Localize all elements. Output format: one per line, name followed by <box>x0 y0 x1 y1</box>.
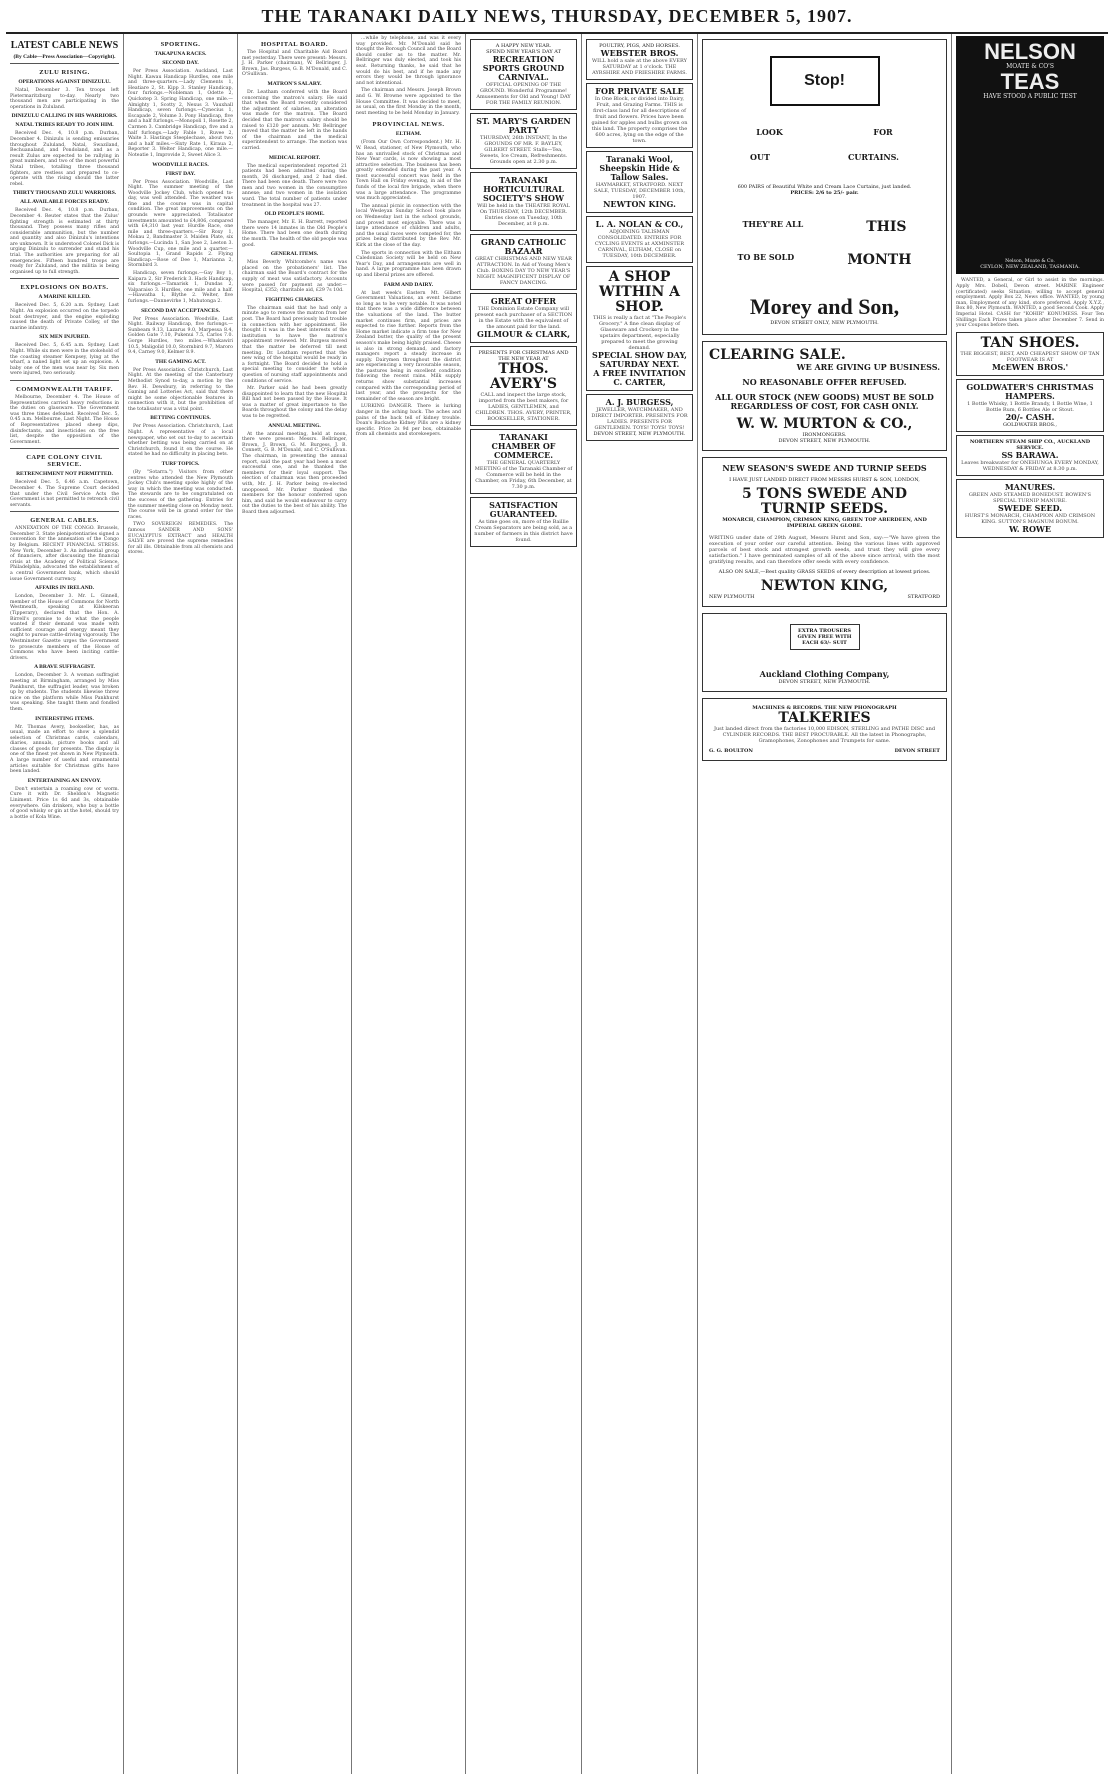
ad-text: OFFICIAL OPENING OF THE GROUND. Wonderful Programme! Amusements for Old and Young! DAY FOR THE FAMILY REUNION. <box>476 82 571 106</box>
headline: A BRAVE SUFFRAGIST. <box>34 664 95 671</box>
ad-line: MOATE & CO'S <box>1006 63 1054 70</box>
ad-title: GRAND CATHOLIC BAZAAR <box>480 237 567 256</box>
ad-title: TEAS <box>1000 68 1060 94</box>
ad-line: PRICES: 2/6 to 25/- pair. <box>790 190 859 196</box>
ad-title: ST. MARY'S GARDEN PARTY <box>476 116 571 135</box>
column-display-ads <box>698 34 952 1774</box>
ad-title: SPECIAL SHOW DAY, SATURDAY NEXT. <box>592 350 687 369</box>
article-text: LURKING DANGER. There is lurking danger in the aching back. The aches and pains of the back tell of kidney trouble. Doan's Backache Kidney Pills are a kidney specific. Price 2s 9d per box, obtainable from all chemists and storekeepers. <box>356 404 461 438</box>
article-text: ...while by telephone, and was it every way provided. Mr. M'Donald said he thought the Borough Council and the Board should confer as to the matter. Mr. Bellringer was duly elected, and took his seat. Returning thanks, he said that he would do his best, and if he made any errors they would be through ignorance and not intentional. <box>356 36 461 86</box>
headline: A MARINE KILLED. <box>38 294 91 301</box>
ad-line: CEYLON, NEW ZEALAND, TASMANIA. <box>980 263 1080 270</box>
garden-party-ad <box>470 113 577 169</box>
ad-text: 1 Bottle Whisky, 1 Bottle Brandy, 1 Bottle Wine, 1 Bottle Rum, 6 Bottles Ale or Stout. <box>967 400 1093 413</box>
column-provincial-news <box>352 34 466 1774</box>
ad-title: W. W. MURTON & CO., <box>736 416 913 432</box>
sporting-heading: SPORTING. <box>160 41 201 48</box>
ad-word: TO BE SOLD <box>737 252 795 262</box>
curtains-ad <box>702 39 947 335</box>
article-text: Melbourne, December 4. The House of Representatives carried heavy reductions in the duties on glassware. The Government was three times defeated. Received Dec. 5, 0.45 a.m. Melbourne, Last Night. The House of Representatives placed sheep dips, disinfectants, and insecticides on the free list, despite the opposition of the Government. <box>10 394 119 445</box>
headline: AFFAIRS IN IRELAND. <box>34 585 95 592</box>
ad-line: MONARCH, CHAMPION, CRIMSON KING, GREEN TOP ABERDEEN, AND IMPERIAL GREEN GLOBE. <box>722 517 927 529</box>
article-text: (By "Sotarra.") Visitors from other centres who attended the New Plymouth Jockey Club's meeting spoke highly of the way in which the meeting was conducted. The stewards are to be congratulated on the success of the gathering. Entries for the summer meeting close on Monday next. The course will be in grand order for the races. <box>128 470 233 520</box>
ad-line: I HAVE JUST LANDED DIRECT FROM MESSRS HURST & SON, LONDON, <box>729 477 920 483</box>
headline: WOODVILLE RACES. <box>152 161 209 168</box>
ad-text: As time goes on, more of the Baillie Cream Separators are being sold, as a number of farmers in this district have found. <box>474 519 573 543</box>
article-text: The medical superintendent reported 21 patients had been admitted during the month, 26 discharged, and 2 had died. There had been one death. There were two men and two women in the consumptive annexe; and two women in the isolation ward. The total number of patients under treatment in the hospital was 27. <box>242 163 347 208</box>
ad-text: THE GENERAL QUARTERLY MEETING of the Taranaki Chamber of Commerce will be held in the Chamber, on Friday, 6th December, at 7.30 p.m. <box>474 460 573 490</box>
ad-title: THOS. AVERY'S <box>490 361 557 392</box>
ad-word: MONTH <box>847 252 912 268</box>
ad-title: NELSON <box>984 39 1076 64</box>
article-text: London, December 3. Mr. L. Ginnell, member of the House of Commons for North Westmeath, speaking at Kilskeeran (Tipperary), declared that the Hon. A. Birrell's promise to do what the people wanted if their demand was made with sufficient courage and energy meant they ought to pursue cattle-driving vigorously. The Westminster Gazette urges the Government to prosecute members of the House of Commons who have been inciting cattle-drivers. <box>10 594 119 661</box>
ad-text: Will be held in the THEATRE ROYAL On THURSDAY, 12th DECEMBER. Entries close on Tuesday, 10th December, at 8 p.m. <box>477 203 570 227</box>
article-text: Don't entertain a roaming cow or worm. Cure it with Dr. Sheldon's Magnetic Liniment. Price 1s 6d and 3s, obtainable everywhere. Gin drinkers, who buy a bottle of good whisky or gin at the hotel, should try a bottle of Kola Wine. <box>10 786 119 820</box>
clothing-ad <box>702 613 947 692</box>
ad-line: A HAPPY NEW YEAR. <box>495 43 552 49</box>
ad-line: NEW PLYMOUTH <box>709 594 755 600</box>
headline: OPERATIONS AGAINST DINIZULU. <box>18 79 111 85</box>
catholic-bazaar-ad <box>470 234 577 290</box>
masthead-title: THE TARANAKI DAILY NEWS, THURSDAY, DECEMBER 5, 1907. <box>261 6 853 26</box>
ad-title: MANURES. <box>1004 481 1056 492</box>
cable-news-sub: (By Cable—Press Association—Copyright). <box>13 54 116 60</box>
ad-text: WRITING under date of 29th August, Messrs Hurst and Son, say:—"We have given the execution of your order our careful attention. Being the various lines with approved parcels of best stock and strongest growth seeds, and trust they will give every satisfaction." I have germinated samples of all of the above since arrival, with the most gratifying results, and can therefore offer seeds with every confidence. <box>709 535 940 565</box>
talkeries-ad <box>702 698 947 761</box>
ad-line: NO REASONABLE OFFER REFUSED. <box>742 377 907 387</box>
headline: MEDICAL REPORT. <box>268 154 321 161</box>
headline: GENERAL CABLES. <box>30 517 99 525</box>
nelson-teas-ad <box>956 36 1104 274</box>
article-text: The annual picnic in connection with the local Wesleyan Sunday School took place on Wednesday last in the school grounds, and proved most enjoyable. There was a large attendance of children and adults, and the usual races were competed for, the prizes being distributed by the Rev. Mr. Kirk at the close of the day. <box>356 203 461 248</box>
ad-title: L. A. NOLAN & CO., <box>595 219 684 229</box>
provincial-heading: PROVINCIAL NEWS. <box>372 121 445 129</box>
article-text: The sports in connection with the Eltham Caledonian Society will be held on New Year's Day, and arrangements are well in hand. A large programme has been drawn up and liberal prizes are offered. <box>356 250 461 278</box>
headline: ALL AVAILABLE FORCES READY. <box>20 199 109 206</box>
ad-title: 5 TONS SWEDE AND TURNIP SEEDS. <box>742 486 907 517</box>
article-text: Received Dec. 5, 6.45 a.m. Sydney, Last Night. While six men were in the stokehold of the coasting steamer Kempsey, lying at the wharf, a naked light set up an explosion. A baby one of the men was near by. Six men were injured, two seriously. <box>10 343 119 377</box>
ad-title: TARANAKI HORTICULTURAL SOCIETY'S SHOW <box>483 175 564 203</box>
manures-ad <box>956 479 1104 538</box>
headline: FARM AND DAIRY. <box>383 281 434 288</box>
headline: THE GAMING ACT. <box>155 358 206 365</box>
classifieds-text: WANTED, a General, or Girl to assist in the mornings. Apply Mrs. Dobell, Devon street. MARINE Engineer (certificated) seeks Situation; willing to accept general employment. Apply Box 22, News office. WANTED, by young man, Employment of any kind, store preferred. Apply X.Y.Z., Box 80, New Plymouth. WANTED, a good Second Cook. Apply Imperial Hotel. CASH for "KOHIR" KONUMESS. Four Ten Shillings Each Prizes taken place after December 7. Send in your Coupons before then. <box>956 278 1104 329</box>
article-text: Mr. Parker said he had been greatly disappointed to learn that the new Hospital Bill had not been passed by the House. It was a matter of great importance to the Boards throughout the colony and the delay was to be regretted. <box>242 386 347 420</box>
column-sporting <box>124 34 238 1774</box>
satisfaction-ad <box>470 497 577 547</box>
headline: SECOND DAY ACCEPTANCES. <box>141 307 220 314</box>
ad-text: HAYMARKET, STRATFORD. NEXT SALE, TUESDAY, DECEMBER 10th, 1907. <box>593 182 686 200</box>
column-cable-news <box>6 34 124 1774</box>
article-text: Miss Beverly Whitcombe's name was placed on the probationers' list. The chairman said the Board's contract for the supply of meat was satisfactory. Accounts were passed for payment as under.—Hospital, £352; charitable aid, £29 7s 10d. <box>242 260 347 294</box>
ad-line: G. G. BOULTON <box>709 748 753 754</box>
ad-text: HURST'S MONARCH, CHAMPION AND CRIMSON KING. SUTTON'S MAGNUM BONUM. <box>964 512 1096 525</box>
new-year-ad <box>470 39 577 110</box>
stop-sign: Stop! <box>770 56 880 106</box>
ad-line: DEVON STREET, NEW PLYMOUTH. <box>778 679 871 685</box>
ad-title: NEWTON KING. <box>603 199 676 209</box>
headline: TAKAPUNA RACES. <box>154 51 207 57</box>
ad-title: Auckland Clothing Company, <box>759 669 890 679</box>
headline: ENTERTAINING AN ENVOY. <box>27 777 102 784</box>
ad-title: C. CARTER, <box>613 377 666 387</box>
ad-text: THURSDAY, 26th INSTANT, In the GROUNDS OF MR. F. BAYLEY, GILBERT STREET. Stalls—Tea, Sweets, Ice Cream, Refreshments. Grounds open at 2.30 p.m. <box>479 135 568 165</box>
article-text: Per Press Association. Woodville, Last Night. Railway Handicap, five furlongs.—Sunbeam 9.13, Lazarus 9.0, Marpessa 8.4, Golden Gate 7.10, Pukenui 7.5, Carlos 7.0. Gorge Hurdles, two miles.—Whakawiri 10.5, Maligolid 10.0, Stormbird 9.7, Maroro 9.4, Carney 9.0, Kelmer 8.9. <box>128 316 233 356</box>
ad-text: CALL and inspect the large stock, imported from the best makers, for LADIES, GENTLEMEN, and CHILDREN. THOS. AVERY, PRINTER, BOOKSELLER, STATIONER. <box>475 392 572 422</box>
ad-title: A. J. BURGESS, <box>605 397 674 407</box>
ad-line: MACHINES & RECORDS. THE NEW PHONOGRAPH <box>752 705 897 711</box>
ad-word: THEY'RE ALL <box>742 219 804 229</box>
chamber-commerce-ad <box>470 429 577 494</box>
headline: CAPE COLONY CIVIL SERVICE. <box>26 454 103 469</box>
ad-text: THE BIGGEST, BEST, AND CHEAPEST SHOW OF TAN FOOTWEAR IS AT <box>960 350 1100 363</box>
article-text: Received Dec. 5, 6.46 a.m. Capetown, December 4. The Supreme Court decided that under the Civil Service Acts the Government is not permitted to retrench civil servants. <box>10 480 119 508</box>
headline: DINIZULU CALLING IN HIS WARRIORS. <box>11 113 118 120</box>
ad-title: GREAT OFFER <box>490 296 557 306</box>
ad-title: SWEDE SEED. <box>997 502 1063 513</box>
ad-line: GOLDWATER BROS., <box>1003 421 1057 428</box>
ad-word: OUT <box>750 152 770 162</box>
column-hospital-board <box>238 34 352 1774</box>
article-text: Per Press Association. Auckland, Last Night. Kawau Handicap Hurdles, one mile and three-quarters.—Lady Clements 1, Heatiare 2, St. Kipp 3. Stanley Handicap, four furlongs.—Nobleman 1, Odette 2, Quickstep 3. Spring Handicap, one mile.—Almighty 1, Scotty 2, Nexus 3. Vauxhall Handicap, seven furlongs.—Cynecius 1, Escapade 2, Volume 3. Pony Handicap, five and a half furlongs.—Monopoli 1, Rosette 2, Carmen 3. Cambridge Handicap, five and a half furlongs.—Lady Fable 1, Ruvee 2, Waite 3. Hastings Steeplechase, about two and a half miles.—Sixty Rate 1, Kiraua 2, Reporter 3. Welter Handicap, one mile.—Noteatie 1, Improvide 2, Sweet Alice 3. <box>128 69 233 158</box>
ad-line: DEVON STREET, NEW PLYMOUTH. <box>593 431 686 437</box>
ad-text: THE Dominion Estate Company will present each purchaser of a SECTION in the Estate with the equivalent of the amount paid for the land. <box>474 306 573 330</box>
article-text: Received Dec. 4, 10.8 p.m. Durban, December 4. Dinizulu is sending emissaries throughout Zululand, Natal, Swaziland, Bechuanaland, and Pondoland, and as a result Zulus are expected to be rallying in great numbers, and two of the most powerful Natal tribes, totalling three thousand fighters, are restless and prepared to co-operate with the rising should the latter rebel. <box>10 131 119 187</box>
nolan-ad <box>586 216 693 263</box>
article-text: Per Press Association. Christchurch, Last Night. At the meeting of the Canterbury Methodist Synod to-day, a motion by the Rev. H. Dewsbury, in referring to the Gaming and Lotteries Act, said that there might be some objectionable features in connection with it, but the prohibition of the totalisator was a vital point. <box>128 367 233 412</box>
ad-title: GOLDWATER'S CHRISTMAS HAMPERS. <box>966 381 1094 401</box>
column-business-ads <box>582 34 698 1774</box>
zulu-heading: ZULU RISING. <box>39 69 90 76</box>
ad-text: Leaves breakwater for ONEHUNGA EVERY MONDAY, WEDNESDAY & FRIDAY at 8.30 p.m. <box>961 459 1099 472</box>
hospital-heading: HOSPITAL BOARD. <box>261 41 328 48</box>
ad-title: GILMOUR & CLARK, <box>476 329 571 339</box>
article-text: Received Dec. 4, 10.8 p.m. Durban, December 4. Reuter states that the Zulus' fighting strength is estimated at thirty thousand. They possess many rifles and considerable ammunition, but the number and quantity and also Dinizulu's intentions are unknown. It is understood Colonel Dick is urging Dinizulu to surrender and stand his trial. The authorities are preparing for all emergencies. Fifteen hundred troops are ready for Zululand, and the militia is being organised up to full strength. <box>10 208 119 275</box>
ad-title: SS BARAWA. <box>1001 449 1059 460</box>
ad-title: A FREE INVITATION <box>593 368 686 378</box>
ad-title: A SHOP WITHIN A SHOP. <box>599 269 680 315</box>
ad-word: LOOK <box>756 127 783 137</box>
ad-title: CLEARING SALE. <box>709 347 846 363</box>
article-text: Mr. Thomas Avery, bookseller, has, as usual, made an effort to show a splendid selection of Christmas cards, calendars, diaries, annuals, picture books and all classes of goods for presents. The display is one of the finest yet shown in New Plymouth. A large number of useful and ornamental articles suitable for Christmas gifts have been landed. <box>10 724 119 775</box>
article-text: The manager, Mr. E. H. Barrett, reported there were 14 inmates in the Old People's Home. There had been one death during the month. The health of the old people was good. <box>242 220 347 248</box>
private-sale-ad <box>586 83 693 148</box>
ad-line: NORTHERN STEAM SHIP CO., AUCKLAND SERVICE. <box>969 438 1091 451</box>
headline: EXPLOSIONS ON BOATS. <box>20 284 109 292</box>
article-text: The Hospital and Charitable Aid Board met yesterday. There were present: Messrs. J. H. Parker (chairman), W. Bellringer, J. Brown, Jas. Burgess, G. B. M'Donald, and C. O'Sullivan. <box>242 50 348 78</box>
article-text: Received Dec. 5, 6.20 a.m. Sydney, Last Night. An explosion occurred on the torpedo boat destroyer, and the engine exploding caused the death of Private Colley, of the marine infantry. <box>10 303 119 331</box>
headline: ANNUAL MEETING. <box>268 422 321 429</box>
great-offer-ad <box>470 293 577 343</box>
headline: FIGHTING CHARGES. <box>265 296 324 303</box>
ad-line: ALL OUR STOCK (NEW GOODS) MUST BE SOLD REGARDLESS OF COST, FOR CASH ONLY. <box>715 392 934 411</box>
ad-line: PRESENTS FOR CHRISTMAS AND THE NEW YEAR AT <box>478 350 569 362</box>
ad-text: JEWELLER, WATCHMAKER, AND DIRECT IMPORTER. PRESENTS FOR LADIES. PRESENTS FOR GENTLEMEN. TOYS! TOYS! TOYS! <box>591 407 688 431</box>
ad-line: HAVE STOOD A PUBLIC TEST <box>983 92 1077 100</box>
headline: INTERESTING ITEMS. <box>35 715 94 722</box>
horticultural-show-ad <box>470 172 577 231</box>
ad-title: SATISFACTION GUARANTEED. <box>489 500 558 519</box>
ad-title: NEW SEASON'S SWEDE AND TURNIP SEEDS <box>722 463 927 473</box>
swede-seeds-ad <box>702 457 947 607</box>
ad-title: Morey and Son, <box>749 294 900 319</box>
ad-title: Nelson, Moate & Co. <box>1005 259 1055 265</box>
ad-title: TALKERIES <box>778 710 871 726</box>
article-text: ANNEXATION OF THE CONGO. Brussels, December 3. State plenipotentiaries signed a convention for the annexation of the Congo by Belgium. RECENT FINANCIAL STRESS. New York, December 3. An influential group of financiers, after discussing the financial crisis at the Academy of Political Science, Philadelphia, advocated the establishment of a central Government bank, which should issue Government currency. <box>10 526 119 582</box>
article-text: Dr. Leatham conferred with the Board concerning the matron's salary. He said that when the Board recently considered the adjustment of salaries, an alteration was made for the matron. The Board decided that the matron's salary should be raised to £120 per annum. Mr. Bellringer moved that the matter be left in the hands of the chairman and the medical superintendent to arrange. The motion was carried. <box>242 89 347 151</box>
ad-title: W. ROWE <box>1008 523 1051 534</box>
wool-sales-ad <box>586 151 693 213</box>
masthead <box>6 6 1108 34</box>
ad-text: In One Block, or divided into Dairy, Fruit, and Grazing Farms. THIS is first-class land for all descriptions of fruit and flowers. Prices have been gained for apples and bulbs grown on this land. The property comprises the 600 acres, lying on the edge of the town. <box>591 96 688 144</box>
ad-line: DEVON STREET <box>894 748 940 754</box>
ad-title: WEBSTER BROS. <box>600 48 679 58</box>
ad-title: RECREATION SPORTS GROUND CARNIVAL. <box>482 54 565 82</box>
burgess-ad <box>586 394 693 441</box>
ad-line: POULTRY, PIGS, AND HORSES. <box>599 43 680 49</box>
ad-line: EXTRA TROUSERS GIVEN FREE WITH EACH 63/- SUIT <box>790 624 860 650</box>
tan-shoes-ad <box>956 332 1104 376</box>
article-text: Natal, December 3. Ten troops left Pietermaritzburg to-day. Nearly two thousand men are participating in the operations in Zululand. <box>10 88 119 110</box>
ad-title: TARANAKI CHAMBER OF COMMERCE. <box>491 432 556 460</box>
ad-line: 600 PAIRS of Beautiful White and Cream Lace Curtains, just landed. <box>737 184 912 190</box>
headline: COMMONWEALTH TARIFF. <box>16 385 113 393</box>
ad-line: SPEND NEW YEAR'S DAY AT <box>486 49 561 55</box>
headline: THIRTY THOUSAND ZULU WARRIORS. <box>12 190 117 197</box>
ad-text: Just landed direct from the factories 10,000 EDISON, STERLING and PATHE DISC and CYLINDER RECORDS. THE BEST PROCURABLE. All the latest in Phonographs, Gramophones, Zonophones and Trumpets for same. <box>713 726 936 744</box>
headline: SECOND DAY. <box>162 60 199 66</box>
ad-line: STRATFORD <box>907 594 940 600</box>
headline: TURF TOPICS. <box>161 461 200 468</box>
headline: SIX MEN INJURED. <box>39 334 90 341</box>
ad-text: GREEN AND STEAMED BONEDUST. BOWEN'S SPECIAL TURNIP MANURE. <box>968 491 1092 504</box>
ad-line: DEVON STREET ONLY, NEW PLYMOUTH. <box>770 320 879 326</box>
headline: RETRENCHMENT NOT PERMITTED. <box>16 471 113 478</box>
goldwater-ad <box>956 379 1104 432</box>
webster-ad <box>586 39 693 80</box>
ad-line: ALSO ON SALE,—Best quality GRASS SEEDS of every description at lowest prices. <box>718 569 931 575</box>
headline: BETTING CONTINUES. <box>150 415 211 422</box>
column-right-ads <box>952 34 1108 1774</box>
ad-word: CURTAINS. <box>848 152 899 162</box>
avery-ad <box>470 346 577 426</box>
article-text: At last week's Eastern Mt. Gilbert Government Valuations, an event became so long as to be very notable. It was noted that there was a wide difference between the valuations of the land. The butter market continues firm, and prices are expected to rise further. Reports from the Home market indicate a firm tone for New Zealand butter, the quality of the present season's make being highly praised. Cheese is also in strong demand, and factory managers report a steady increase in supply. Dairymen throughout the district are experiencing a very favourable season, the pastures being in excellent condition following the recent rains. Milk supply returns show substantial increases compared with the corresponding period of last year, and the prospects for the remainder of the season are bright. <box>356 290 461 402</box>
ad-line: IRONMONGERS. <box>802 432 847 438</box>
article-text: At the annual meeting, held at noon, there were present: Messrs. Bellringer, Brown, J. Brown, G. M. Burgess, J. B. Connett, G. B. M'Donald, and C. O'Sullivan. The chairman, in presenting the annual report, said the past year had been a most successful one, and he thanked the members for their loyal support. The election of chairman was then proceeded with, Mr. J. H. Parker being re-elected unopposed. Mr. Parker thanked the members for the honour conferred upon him, and said he would endeavour to carry out the duties to the best of his ability. The Board then adjourned. <box>242 431 347 515</box>
ad-title: Taranaki Wool, Sheepskin Hide & Tallow Sales. <box>599 154 680 182</box>
headline: ELTHAM. <box>395 131 422 138</box>
article-text: TWO SOVEREIGN REMEDIES. The famous SANDER AND SONS' EUCALYPTUS EXTRACT and HEALTH SALVE are proved the supreme remedies for all ills. Obtainable from all chemists and stores. <box>128 522 233 556</box>
ad-title: FOR PRIVATE SALE <box>595 86 684 96</box>
article-text: Per Press Association. Woodville, Last Night. The summer meeting of the Woodville Jockey Club, which opened to-day, was well attended. The weather was fine and the course was in capital condition. The great improvements on the grounds were appreciated. Totalisator investments amounted to £4,806, compared with £4,310 last year. Hurdle Race, one mile and three-quarters.—Sir Roxy 1, Mokau 2, Bandmaster 3. Maiden Plate, six furlongs.—Lucinda 1, San Jose 2, Leeton 3. Woodville Cup, one mile and a quarter.—Soultopia 1, Grand Rapids 2. Flying Handicap.—Rose of Dee 1, Marianna 2, Stormbird 3. <box>128 179 233 269</box>
ad-word: FOR <box>873 127 893 137</box>
article-text: Handicap, seven furlongs.—Gay Boy 1, Kaipara 2, Sir Frederick 3. Hack Handicap, six furlongs.—Tamarisk 1, Dundas 2, Valparaiso 3. Hurdles, one mile and a half.—Hiawatha 1, Blythe 2. Welter, five furlongs.—Dannevirke 1, Mahutonga 2. <box>128 271 233 304</box>
ad-word: THIS <box>866 219 907 235</box>
column-entertainments <box>466 34 582 1774</box>
shop-within-shop-ad <box>586 266 693 391</box>
ad-title: NEWTON KING, <box>760 578 889 594</box>
headline: OLD PEOPLE'S HOME. <box>264 211 325 218</box>
article-text: London, December 3. A woman suffragist meeting at Birmingham, arranged by Miss Pankhurst, the suffragist leader, was broken up by students. The students likewise threw mice on the platform while Miss Pankhurst was speaking. She taught them and fondled them. <box>10 673 119 712</box>
ad-line: DEVON STREET, NEW PLYMOUTH. <box>778 438 871 444</box>
ad-title: 20/- CASH. <box>1005 411 1055 422</box>
ad-text: THIS is really a fact at "The People's Grocery." A fine clean display of Glassware and Crockery in the upstairs department, especially prepared to meet the growing demand. <box>593 315 686 351</box>
ad-title: TAN SHOES. <box>980 334 1080 351</box>
article-text: Per Press Association. Christchurch, Last Night. A representative of a local newspaper, who set out to-day to ascertain whether betting was being carried on at Christchurch, found it on the course. He stated he had no difficulty in placing bets. <box>128 424 233 458</box>
ad-text: ADJOINING TALISMAN CONSOLIDATED. ENTRIES FOR CYCLING EVENTS at AXMINSTER CARNIVAL, ELTHAM, CLOSE on TUESDAY, 10th DECEMBER. <box>594 229 685 259</box>
ad-text: WILL hold a sale at the above EVERY SATURDAY at 1 o'clock. THE AYRSHIRE AND FRIESHIRE FARMS. <box>592 58 687 76</box>
article-text: The chairman and Messrs. Joseph Brown and G. W. Browne were appointed to the House Committee. It was decided to meet, as usual, on the first Monday in the month, next meeting to be held Monday in January. <box>356 88 461 116</box>
article-text: (From Our Own Correspondent.) Mr. H. W. Read, stationer, of New Plymouth, who has an unrivalled stock of Christmas and New Year cards, is now showing a most attractive selection. The business has been greatly extended during the past year. A most successful concert was held in the Town Hall on Friday evening, in aid of the funds of the local fire brigade, when there was a large attendance. The programme was much appreciated. <box>356 140 461 202</box>
headline: MATRON'S SALARY. <box>267 80 322 87</box>
steamship-ad <box>956 435 1104 476</box>
columns <box>6 34 1108 1774</box>
ad-text: GREAT CHRISTMAS AND NEW YEAR ATTRACTION. In Aid of Young Men's Club. BOXING DAY TO NEW YEAR'S NIGHT. MAGNIFICENT DISPLAY OF FANCY DANCING. <box>475 256 572 286</box>
clearing-sale-ad <box>702 341 947 451</box>
cable-news-heading: LATEST CABLE NEWS <box>10 40 119 51</box>
article-text: The chairman said that he had only a minute ago to remove the matron from her post. The Board had previously had trouble in connection with her appointment. He thought it was in the best interests of the institution to have the matron's appointment reviewed. Mr. Burgess moved that the matter be deferred till next meeting. Dr. Leatham reported that the new wing of the hospital would be ready in a fortnight. The Board decided to hold a special meeting to consider the whole question of nursing staff appointments and conditions of service. <box>242 305 347 384</box>
ad-line: WE ARE GIVING UP BUSINESS. <box>796 362 940 372</box>
ad-title: McEWEN BROS.' <box>991 361 1069 372</box>
headline: NATAL TRIBES READY TO JOIN HIM. <box>15 122 114 129</box>
headline: FIRST DAY. <box>165 170 196 177</box>
headline: GENERAL ITEMS. <box>270 251 319 258</box>
